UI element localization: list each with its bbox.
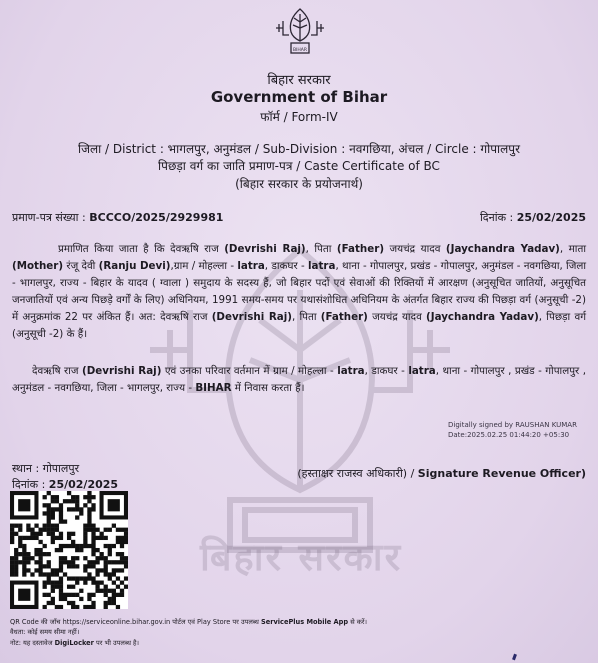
para2-text: में निवास करता हैं।: [231, 382, 305, 394]
footer-validity-note: वैधता: कोई समय सीमा नहीं।: [10, 628, 80, 636]
certificate-number: [12, 210, 223, 225]
para2-text: एवं उनका परिवार वर्तमान में ग्राम / मोहल्ला -: [161, 365, 338, 377]
footer-verification-note: [10, 617, 367, 626]
certificate-date-label: दिनांक :: [479, 211, 517, 224]
qr-code-icon[interactable]: [10, 491, 128, 609]
circle-value: गोपालपुर: [480, 142, 521, 156]
para1-text: , माता: [559, 243, 586, 255]
bihar-emblem-icon: [272, 6, 328, 58]
issue-date-label: दिनांक :: [12, 478, 49, 491]
signatory-hindi: (हस्ताक्षर राजस्व अधिकारी) /: [297, 467, 418, 480]
father-label-en: (Father): [320, 311, 368, 323]
para1-text: , पिता: [291, 311, 321, 323]
place-value: गोपालपुर: [42, 462, 80, 475]
village-value: latra: [337, 365, 365, 377]
para1-text: , पिछड़ा वर्ग (अनुसूची -2) के हैं।: [12, 311, 586, 340]
residence-paragraph: [12, 363, 586, 397]
para1-text: , थाना - गोपालपुर, प्रखंड - गोपालपुर, अनुमंडल - नवगछिया, जिला - भागलपुर, राज्य - बिहार के यादव ( ग्वाला ) समुदाय के सदस्य हैं, जो बिहार पदों एवं सेवाओं की रिक्तियों में आरक्षण (अनुसूचित जातियों, अनुसूचित जनजातियों एवं अन्य पिछड़े वर्गों के लिए) अधिनियम, 1991 समय-समय पर यथासंशोधित अधिनियम के अंतर्गत बिहार राज्य की पिछड़ा वर्ग (अनुसूची -2) में अनुक्रमांक 22 पर अंकित हैं। अत: देवऋषि राज: [12, 260, 586, 323]
digital-signature-date: Date:2025.02.25 01:44:20 +05:30: [448, 431, 570, 439]
footer-text: पर भी उपलब्ध है।: [93, 639, 140, 647]
subdivision-label: अनुमंडल / Sub-Division :: [213, 142, 350, 156]
village-value: latra: [237, 260, 265, 272]
government-english-title: Government of Bihar: [210, 88, 388, 106]
para2-text: देवऋषि राज: [32, 365, 82, 377]
father-name-hi: जयचंद्र यादव: [367, 311, 427, 323]
father-name-hi: जयचंद्र यादव: [384, 243, 446, 255]
mother-label-en: (Mother): [12, 260, 64, 272]
mother-name-hi: रंजू देवी: [63, 260, 99, 272]
signatory: [297, 466, 586, 481]
footer-digilocker-note: [10, 638, 139, 647]
svg-text:BIHAR: BIHAR: [292, 48, 308, 53]
para1-text: , डाकघर -: [264, 260, 309, 272]
father-label-en: (Father): [336, 243, 385, 255]
district-line: [0, 140, 598, 157]
footer-text: नोट: यह दस्तावेज: [10, 639, 55, 647]
footer-text: से करें।: [348, 618, 368, 626]
certificate-number-value: BCCCO/2025/2929981: [89, 211, 224, 224]
certificate-title: [0, 157, 598, 174]
applicant-name-en: (Devrishi Raj): [211, 311, 292, 323]
district-value: भागलपुर,: [167, 142, 214, 156]
pen-mark: [512, 654, 517, 661]
para2-text: , थाना - गोपालपुर , प्रखंड - गोपालपुर , अनुमंडल - नवगछिया, जिला - भागलपुर, राज्य -: [12, 365, 586, 394]
government-hindi-title: बिहार सरकार: [267, 73, 331, 88]
footer-text: QR Code की जाँच https://serviceonline.bihar.gov.in पोर्टल एवं Play Store पर उपलब्ध: [10, 618, 262, 626]
certification-paragraph: [12, 241, 586, 343]
district-label: जिला / District :: [77, 142, 168, 156]
applicant-name-en: (Devrishi Raj): [224, 243, 306, 255]
post-office-value: latra: [308, 260, 336, 272]
certificate-title-english: Caste Certificate of BC: [304, 159, 440, 173]
father-name-en: (Jaychandra Yadav): [426, 311, 539, 323]
signatory-english: Signature Revenue Officer): [417, 467, 586, 480]
certificate-purpose: (बिहार सरकार के प्रयोजनार्थ): [235, 177, 363, 191]
certificate-date: [480, 210, 586, 225]
state-value: BIHAR: [195, 382, 232, 394]
watermark-text: बिहार सरकार: [200, 535, 403, 579]
issue-date: [12, 477, 118, 492]
certificate-number-label: प्रमाण-पत्र संख्या :: [12, 211, 90, 224]
para2-text: , डाकघर -: [364, 365, 409, 377]
digital-signature: [448, 420, 577, 440]
subdivision-value: नवगछिया,: [349, 142, 399, 156]
footer-app-name: ServicePlus Mobile App: [261, 618, 349, 626]
certificate-title-hindi: पिछड़ा वर्ग का जाति प्रमाण-पत्र /: [158, 159, 305, 173]
digital-signature-signer: Digitally signed by RAUSHAN KUMAR: [448, 421, 577, 429]
circle-label: अंचल / Circle :: [398, 142, 481, 156]
place-label: स्थान :: [12, 462, 43, 475]
father-name-en: (Jaychandra Yadav): [445, 243, 560, 255]
post-office-value: latra: [408, 365, 436, 377]
para1-text: ,ग्राम / मोहल्ला -: [170, 260, 238, 272]
mother-name-en: (Ranju Devi): [98, 260, 171, 272]
form-number: फॉर्म / Form-IV: [260, 110, 338, 124]
para1-text: प्रमाणित किया जाता है कि देवऋषि राज: [58, 243, 225, 255]
para1-text: , पिता: [305, 243, 337, 255]
place: [12, 461, 79, 476]
footer-digilocker: DigiLocker: [54, 639, 94, 647]
issue-date-value: 25/02/2025: [48, 478, 119, 491]
certificate-date-value: 25/02/2025: [516, 211, 586, 224]
applicant-name-en: (Devrishi Raj): [82, 365, 162, 377]
